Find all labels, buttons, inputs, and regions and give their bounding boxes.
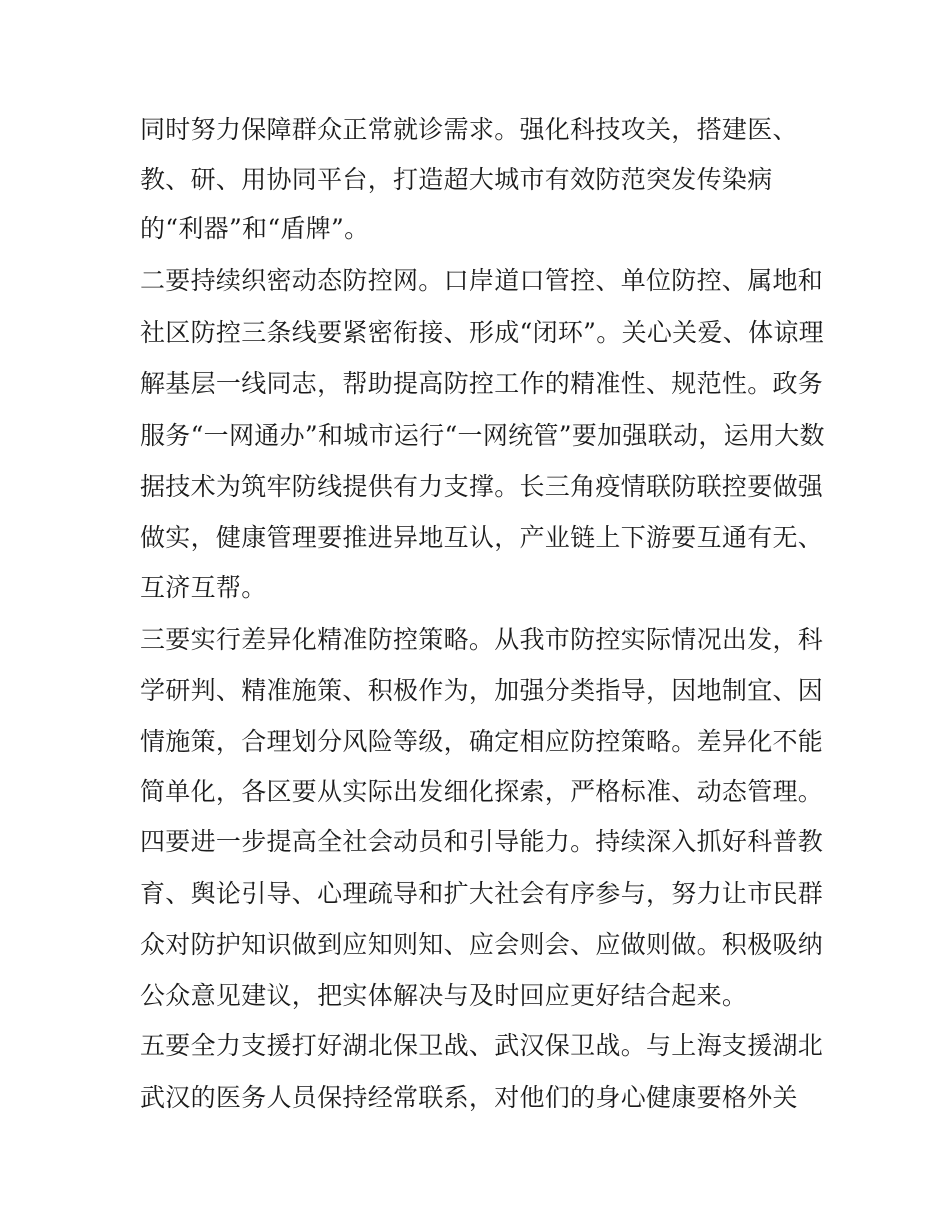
text-line: 四要进一步提高全社会动员和引导能力。持续深入抓好科普教	[140, 827, 824, 856]
text-line: 二要持续织密动态防控网。口岸道口管控、单位防控、属地和	[140, 266, 824, 295]
text-line: 公众意见建议，把实体解决与及时回应更好结合起来。	[140, 981, 748, 1010]
text-line: 社区防控三条线要紧密衔接、形成“闭环”。关心关爱、体谅理	[140, 318, 824, 347]
text-line: 服务“一网通办”和城市运行“一网统管”要加强联动，运用大数	[140, 421, 825, 450]
text-line: 做实，健康管理要推进异地互认，产业链上下游要互通有无、	[140, 523, 824, 552]
text-line: 简单化，各区要从实际出发细化探索，严格标准、动态管理。	[140, 777, 824, 806]
text-line: 众对防护知识做到应知则知、应会则会、应做则做。积极吸纳	[140, 930, 824, 959]
text-line: 教、研、用协同平台，打造超大城市有效防范突发传染病	[140, 165, 773, 194]
text-line: 的“利器”和“盾牌”。	[140, 214, 370, 243]
text-line: 三要实行差异化精准防控策略。从我市防控实际情况出发，科	[140, 625, 824, 654]
text-line: 据技术为筑牢防线提供有力支撑。长三角疫情联防联控要做强	[140, 472, 824, 501]
text-line: 同时努力保障群众正常就诊需求。强化科技攻关，搭建医、	[140, 115, 798, 144]
text-line: 五要全力支援打好湖北保卫战、武汉保卫战。与上海支援湖北	[140, 1031, 824, 1060]
text-line: 情施策，合理划分风险等级，确定相应防控策略。差异化不能	[140, 727, 824, 756]
text-line: 解基层一线同志，帮助提高防控工作的精准性、规范性。政务	[140, 369, 824, 398]
text-line: 育、舆论引导、心理疏导和扩大社会有序参与，努力让市民群	[140, 879, 824, 908]
text-line: 武汉的医务人员保持经常联系，对他们的身心健康要格外关	[140, 1083, 798, 1112]
text-line: 互济互帮。	[140, 573, 267, 602]
text-line: 学研判、精准施策、积极作为，加强分类指导，因地制宜、因	[140, 676, 824, 705]
